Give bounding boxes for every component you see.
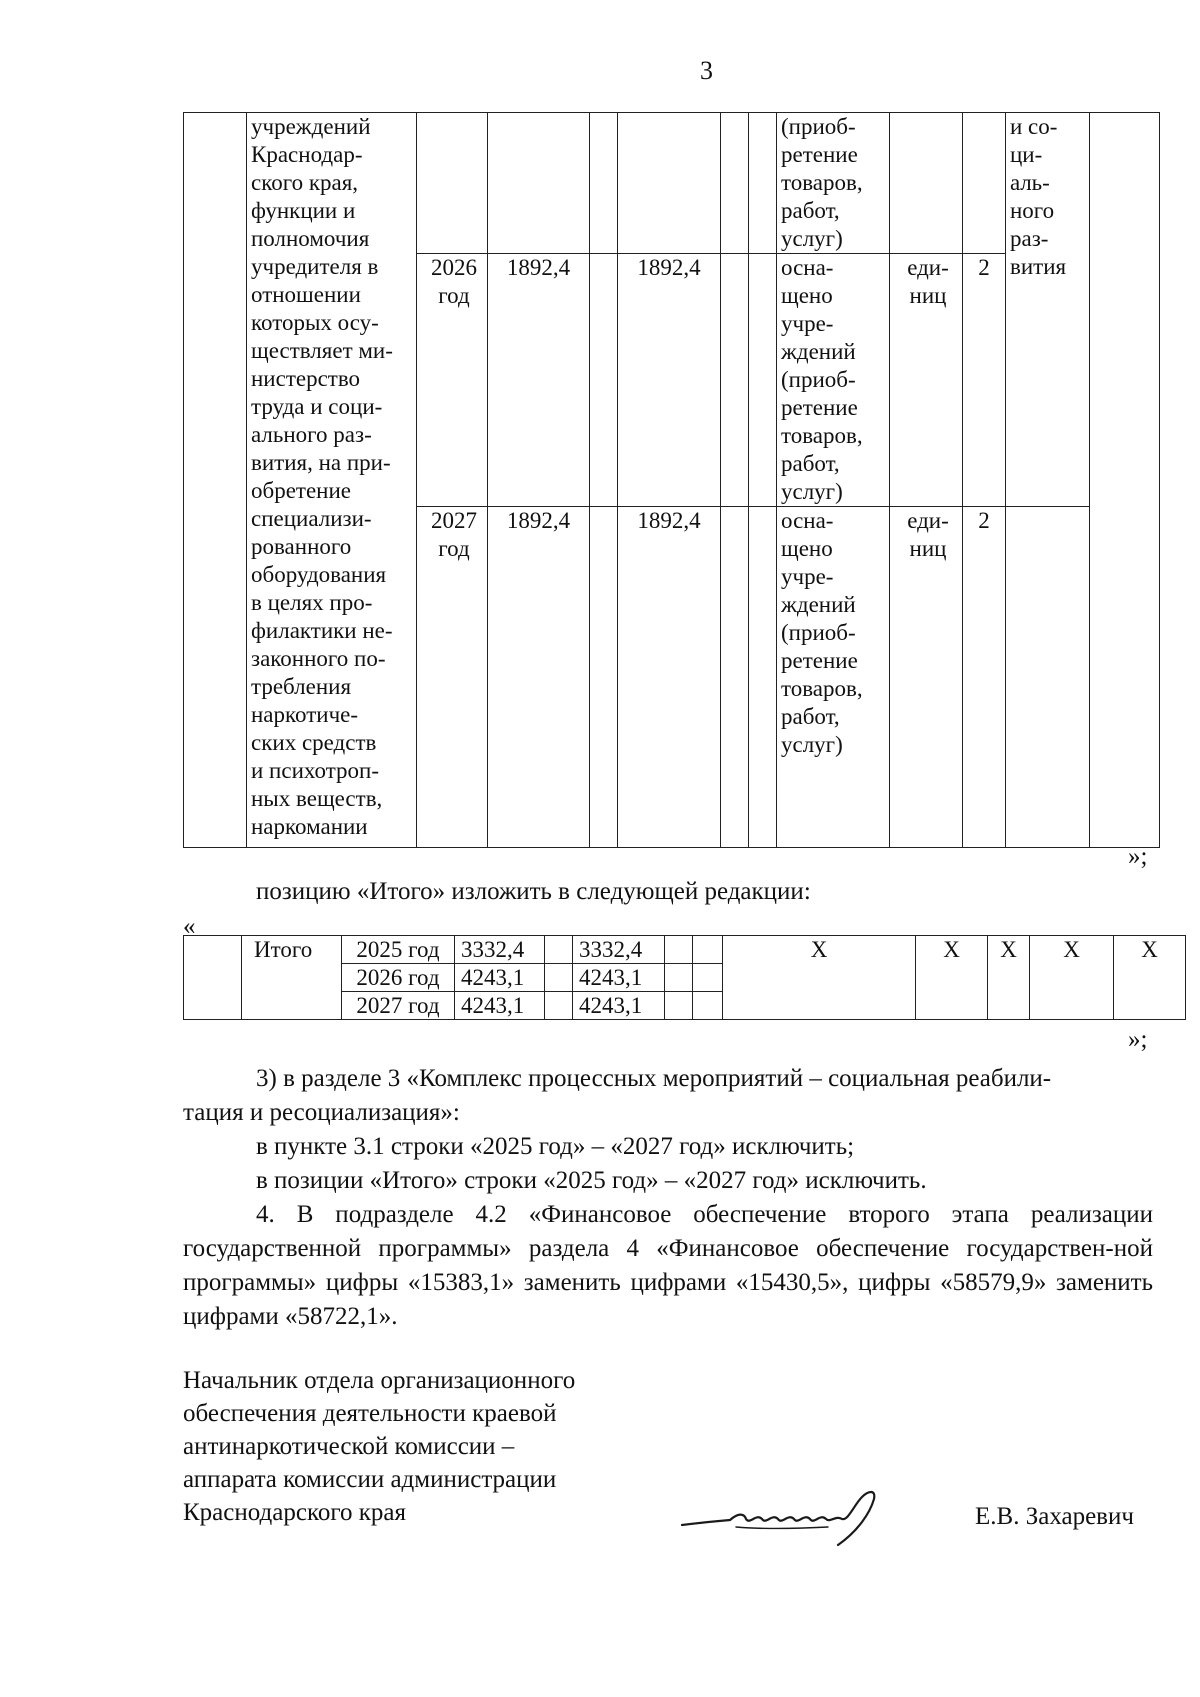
item3-line3: в пункте 3.1 строки «2025 год» – «2027 год» исключить;: [256, 1133, 855, 1160]
x-mark: X: [916, 936, 988, 1020]
year-cell: 2025 год: [342, 936, 455, 964]
measures-table-continuation: [183, 112, 1160, 848]
value-cell: 2: [963, 254, 1006, 507]
item4-paragraph: 4. В подразделе 4.2 «Финансовое обеспечение второго этапа реализации государственной программы» раздела 4 «Финансовое обеспечение государствен-ной программы» цифры «15383,1» заменить цифрами «15430,5», цифры «58579,9» заменить цифрами «58722,1».: [183, 1201, 1153, 1330]
page-number: 3: [700, 56, 713, 85]
year-cell: 2027 год: [431, 508, 477, 561]
total-label: Итого: [242, 936, 342, 1020]
year-cell: 2026 год: [342, 964, 455, 992]
table-row: [184, 936, 1186, 964]
closing-quote: »;: [1128, 843, 1148, 870]
opening-quote: «: [183, 913, 196, 940]
x-mark: X: [1030, 936, 1114, 1020]
item3-line2: тация и ресоциализация»:: [183, 1099, 460, 1126]
total-cell: 3332,4: [455, 936, 545, 964]
total-cell: 1892,4: [488, 507, 590, 848]
year-cell: 2027 год: [342, 992, 455, 1020]
unit-cell: еди- ниц: [907, 255, 949, 308]
value-cell: 2: [963, 507, 1006, 848]
closing-quote: »;: [1128, 1026, 1148, 1053]
total-table: [183, 935, 1186, 1020]
handwritten-signature: [678, 1485, 918, 1557]
regional-cell: 1892,4: [618, 254, 721, 507]
executor-text: и со- ци- aль- ного раз- вития: [1010, 114, 1067, 279]
regional-cell: 1892,4: [618, 507, 721, 848]
signatory-name: Е.В. Захаревич: [975, 1503, 1134, 1530]
result-text: осна- щено учре- ждений (приоб- ретение товаров, работ, услуг): [781, 255, 863, 504]
year-cell: 2026 год: [431, 255, 477, 308]
regional-cell: 3332,4: [573, 936, 665, 964]
x-mark: X: [988, 936, 1030, 1020]
total-cell: 4243,1: [455, 964, 545, 992]
x-mark: X: [1114, 936, 1186, 1020]
result-text: осна- щено учре- ждений (приоб- ретение товаров, работ, услуг): [781, 508, 863, 757]
result-text: (приоб- ретение товаров, работ, услуг): [781, 114, 863, 251]
regional-cell: 4243,1: [573, 964, 665, 992]
intro-line: позицию «Итого» изложить в следующей редакции:: [256, 878, 811, 905]
table-row: [184, 113, 1160, 254]
unit-cell: еди- ниц: [907, 508, 949, 561]
item3-line1: 3) в разделе 3 «Комплекс процессных мероприятий – социальная реабили-: [256, 1065, 1052, 1092]
item3-line4: в позиции «Итого» строки «2025 год» – «2027 год» исключить.: [256, 1167, 927, 1194]
measure-name: учреждений Краснодар- ского края, функции и полномочия учредителя в отношении которых осу- ществляет ми- нистерство труда и соци- ального раз- вития, на при- обретение специализи- рованного оборудования в целях про- филактики не- законного по- требления наркотиче- ских средств и психотроп- ных веществ, наркомании: [251, 114, 393, 839]
total-cell: 1892,4: [488, 254, 590, 507]
signatory-position: Начальник отдела организационного обеспечения деятельности краевой антинаркотической комиссии – аппарата комиссии администрации Краснодарского края: [183, 1367, 576, 1526]
regional-cell: 4243,1: [573, 992, 665, 1020]
total-cell: 4243,1: [455, 992, 545, 1020]
x-mark: X: [723, 936, 916, 1020]
